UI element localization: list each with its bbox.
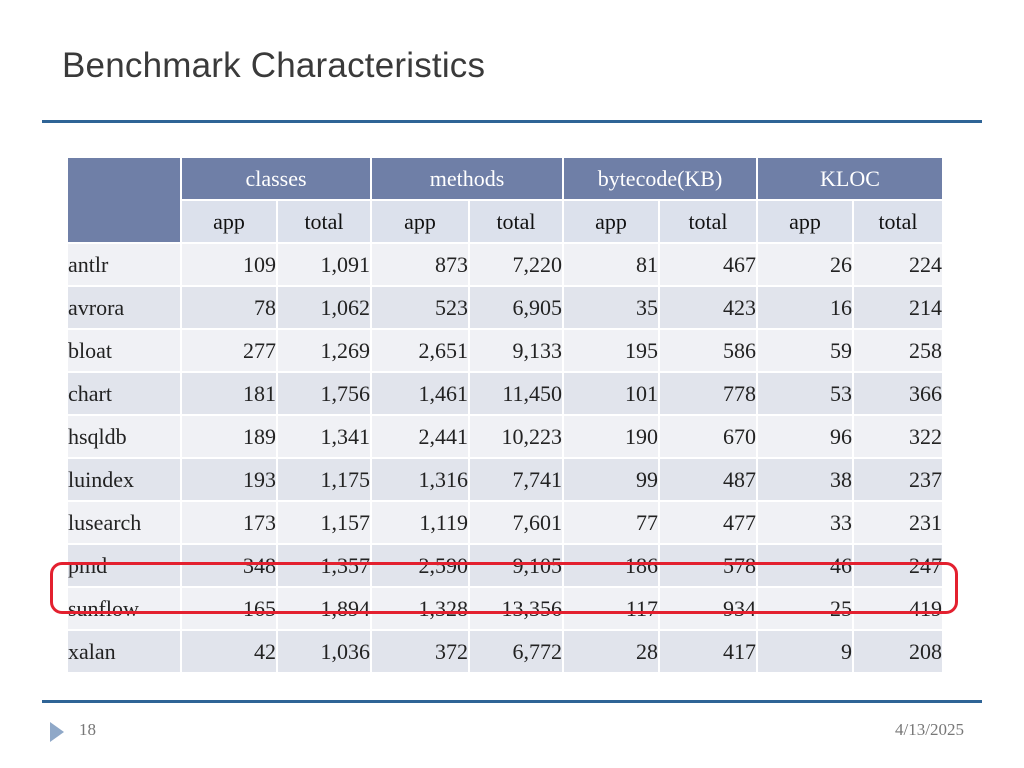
table-cell: 11,450 xyxy=(469,372,563,415)
table-row xyxy=(67,630,943,673)
table-cell: 1,341 xyxy=(277,415,371,458)
table-cell: 190 xyxy=(563,415,659,458)
table-cell: 578 xyxy=(659,544,757,587)
table-row xyxy=(67,372,943,415)
table-cell: 9,133 xyxy=(469,329,563,372)
table-corner-cell xyxy=(67,157,181,243)
table-cell: 26 xyxy=(757,243,853,286)
title-divider xyxy=(42,120,982,123)
table-cell: 7,220 xyxy=(469,243,563,286)
table-cell: 477 xyxy=(659,501,757,544)
table-cell: 38 xyxy=(757,458,853,501)
table-cell: 1,756 xyxy=(277,372,371,415)
table-cell: 42 xyxy=(181,630,277,673)
table-cell: 99 xyxy=(563,458,659,501)
benchmark-name: hsqldb xyxy=(67,415,181,458)
benchmark-name: bloat xyxy=(67,329,181,372)
table-cell: 35 xyxy=(563,286,659,329)
benchmark-name: avrora xyxy=(67,286,181,329)
table-cell: 96 xyxy=(757,415,853,458)
table-cell: 9,105 xyxy=(469,544,563,587)
table-cell: 1,175 xyxy=(277,458,371,501)
table-cell: 1,036 xyxy=(277,630,371,673)
table-cell: 81 xyxy=(563,243,659,286)
benchmark-name: sunflow xyxy=(67,587,181,630)
table-row xyxy=(67,329,943,372)
table-cell: 247 xyxy=(853,544,943,587)
slide-date: 4/13/2025 xyxy=(895,720,964,739)
table-cell: 934 xyxy=(659,587,757,630)
table-row xyxy=(67,501,943,544)
table-cell: 1,062 xyxy=(277,286,371,329)
table-cell: 873 xyxy=(371,243,469,286)
table-cell: 10,223 xyxy=(469,415,563,458)
table-cell: 1,119 xyxy=(371,501,469,544)
table-cell: 467 xyxy=(659,243,757,286)
group-header-kloc: KLOC xyxy=(757,157,943,200)
table-cell: 1,316 xyxy=(371,458,469,501)
table-cell: 13,356 xyxy=(469,587,563,630)
table-cell: 109 xyxy=(181,243,277,286)
group-header-classes: classes xyxy=(181,157,371,200)
table-cell: 1,894 xyxy=(277,587,371,630)
table-cell: 214 xyxy=(853,286,943,329)
table-cell: 7,741 xyxy=(469,458,563,501)
table-cell: 224 xyxy=(853,243,943,286)
table-row xyxy=(67,458,943,501)
table-cell: 231 xyxy=(853,501,943,544)
table-cell: 423 xyxy=(659,286,757,329)
table-cell: 778 xyxy=(659,372,757,415)
table-cell: 6,772 xyxy=(469,630,563,673)
table-cell: 2,590 xyxy=(371,544,469,587)
footer-divider xyxy=(42,700,982,703)
table-cell: 189 xyxy=(181,415,277,458)
table-cell: 417 xyxy=(659,630,757,673)
table-cell: 419 xyxy=(853,587,943,630)
table-cell: 101 xyxy=(563,372,659,415)
table-cell: 59 xyxy=(757,329,853,372)
page-number: 18 xyxy=(79,720,96,739)
table-row xyxy=(67,243,943,286)
table-cell: 258 xyxy=(853,329,943,372)
subheader-methods-app: app xyxy=(371,200,469,243)
play-arrow-icon xyxy=(50,722,64,742)
sunflow-highlight-box xyxy=(50,562,958,614)
benchmark-name: lusearch xyxy=(67,501,181,544)
table-row xyxy=(67,415,943,458)
table-cell: 181 xyxy=(181,372,277,415)
table-cell: 1,269 xyxy=(277,329,371,372)
benchmark-name: antlr xyxy=(67,243,181,286)
table-cell: 586 xyxy=(659,329,757,372)
table-cell: 16 xyxy=(757,286,853,329)
table-cell: 28 xyxy=(563,630,659,673)
table-cell: 33 xyxy=(757,501,853,544)
table-cell: 195 xyxy=(563,329,659,372)
benchmark-name: pmd xyxy=(67,544,181,587)
table-cell: 53 xyxy=(757,372,853,415)
table-cell: 186 xyxy=(563,544,659,587)
table-cell: 670 xyxy=(659,415,757,458)
table-cell: 1,091 xyxy=(277,243,371,286)
table-cell: 2,441 xyxy=(371,415,469,458)
table-cell: 277 xyxy=(181,329,277,372)
table-cell: 208 xyxy=(853,630,943,673)
table-cell: 193 xyxy=(181,458,277,501)
table-cell: 348 xyxy=(181,544,277,587)
table-cell: 25 xyxy=(757,587,853,630)
subheader-bytecode-app: app xyxy=(563,200,659,243)
subheader-classes-total: total xyxy=(277,200,371,243)
benchmark-name: chart xyxy=(67,372,181,415)
subheader-kloc-app: app xyxy=(757,200,853,243)
subheader-methods-total: total xyxy=(469,200,563,243)
table-cell: 7,601 xyxy=(469,501,563,544)
table-cell: 78 xyxy=(181,286,277,329)
table-cell: 46 xyxy=(757,544,853,587)
group-header-methods: methods xyxy=(371,157,563,200)
table-cell: 523 xyxy=(371,286,469,329)
benchmark-name: xalan xyxy=(67,630,181,673)
table-cell: 366 xyxy=(853,372,943,415)
table-cell: 237 xyxy=(853,458,943,501)
table-row xyxy=(67,286,943,329)
table-cell: 1,357 xyxy=(277,544,371,587)
subheader-kloc-total: total xyxy=(853,200,943,243)
table-cell: 77 xyxy=(563,501,659,544)
table-cell: 2,651 xyxy=(371,329,469,372)
table-cell: 117 xyxy=(563,587,659,630)
slide-title: Benchmark Characteristics xyxy=(62,46,486,85)
table-cell: 487 xyxy=(659,458,757,501)
group-header-bytecode: bytecode(KB) xyxy=(563,157,757,200)
table-cell: 9 xyxy=(757,630,853,673)
table-cell: 6,905 xyxy=(469,286,563,329)
table-cell: 1,461 xyxy=(371,372,469,415)
benchmark-name: luindex xyxy=(67,458,181,501)
table-cell: 1,328 xyxy=(371,587,469,630)
table-cell: 173 xyxy=(181,501,277,544)
subheader-bytecode-total: total xyxy=(659,200,757,243)
table-cell: 322 xyxy=(853,415,943,458)
table-cell: 165 xyxy=(181,587,277,630)
table-cell: 372 xyxy=(371,630,469,673)
subheader-classes-app: app xyxy=(181,200,277,243)
table-cell: 1,157 xyxy=(277,501,371,544)
